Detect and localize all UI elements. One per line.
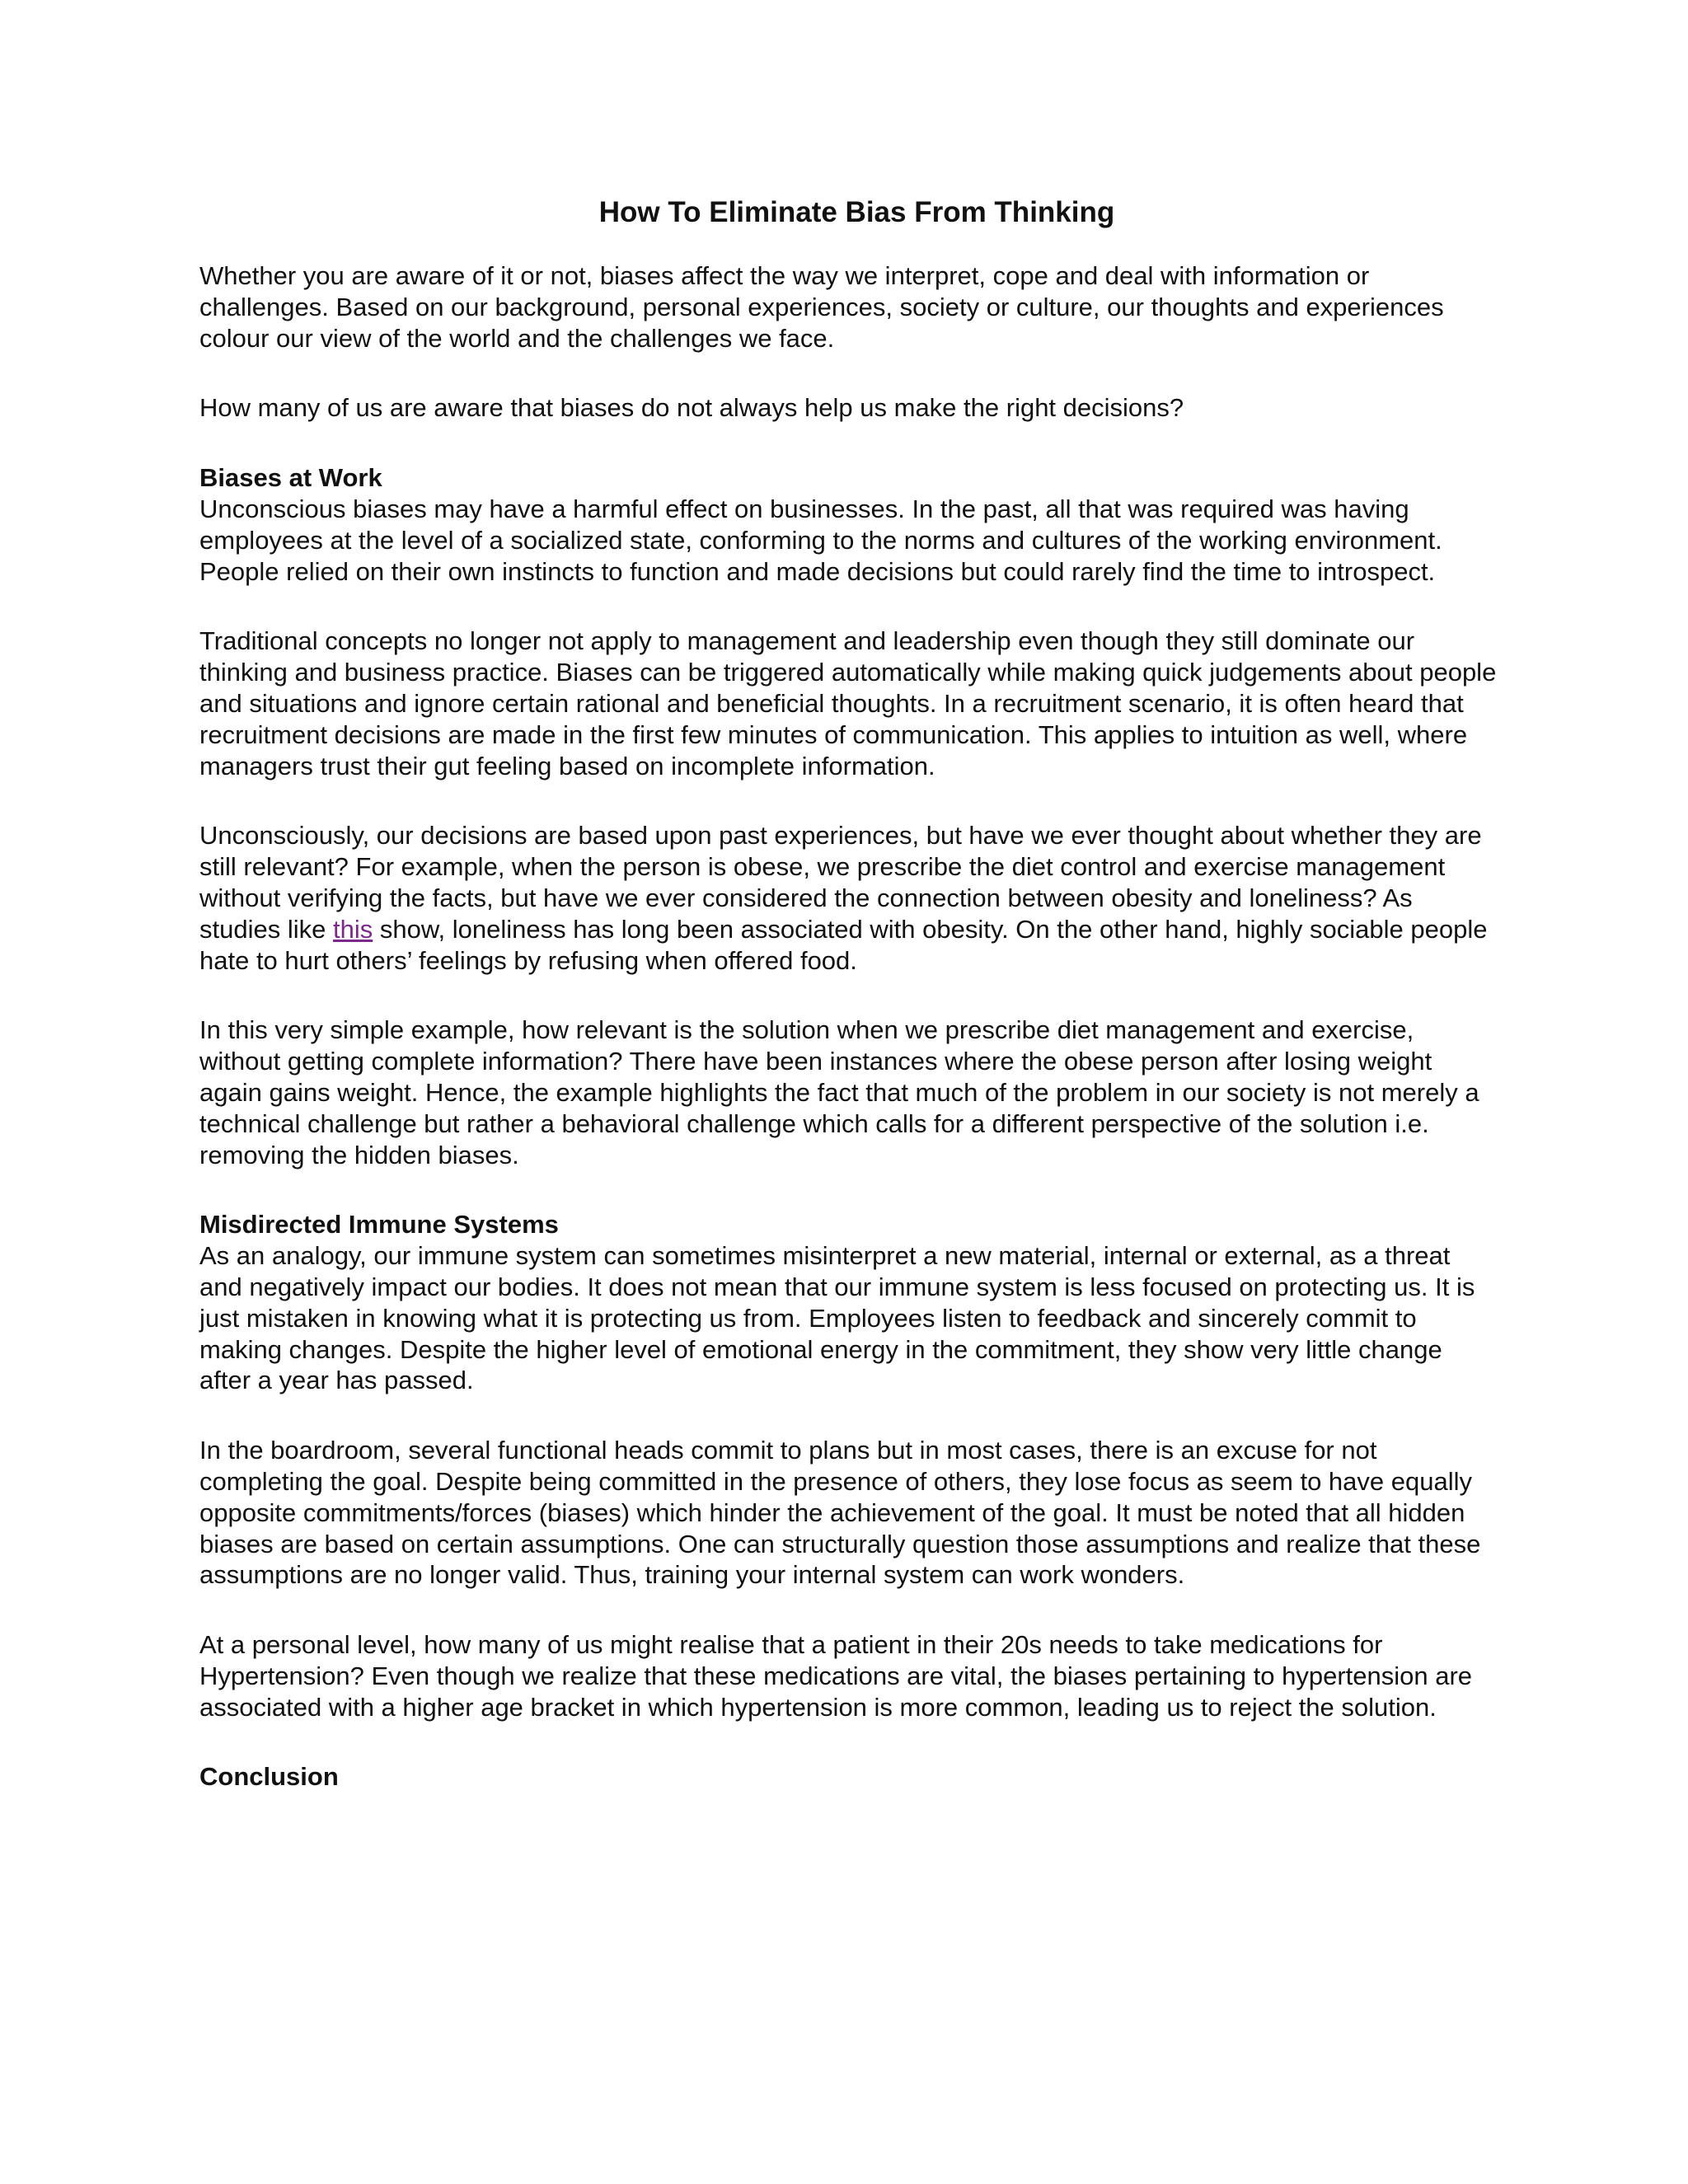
paragraph-intro: Whether you are aware of it or not, biases affect the way we interpret, cope and deal with information or challenges. Based on our background, personal experiences, society or culture, our thoughts and experiences colour our view of the world and the challenges we face.	[199, 261, 1444, 353]
section-heading-biases-at-work: Biases at Work	[199, 463, 382, 493]
paragraph-traditional-concepts: Traditional concepts no longer not apply to management and leadership even though they still dominate our thinking and business practice. Biases can be triggered automatically while making quick judgements about people and situations and ignore certain rational and beneficial thoughts. In a recruitment scenario, it is often heard that recruitment decisions are made in the first few minutes of communication. This applies to intuition as well, where managers trust their gut feeling based on incomplete information.	[199, 626, 1497, 780]
section-misdirected-immune	[199, 1209, 1498, 1396]
document-page	[199, 194, 1498, 1793]
paragraph-simple-example: In this very simple example, how relevant is the solution when we prescribe diet management and exercise, without getting complete information? There have been instances where the obese person after losing weight again gains weight. Hence, the example highlights the fact that much of the problem in our society is not merely a technical challenge but rather a behavioral challenge which calls for a different perspective of the solution i.e. removing the hidden biases.	[199, 1015, 1479, 1169]
section-biases-at-work	[199, 462, 1498, 587]
paragraph-boardroom: In the boardroom, several functional heads commit to plans but in most cases, there is an excuse for not completing the goal. Despite being committed in the presence of others, they lose focus as seem to have equally opposite commitments/forces (biases) which hinder the achievement of the goal. It must be noted that all hidden biases are based on certain assumptions. One can structurally question those assumptions and realize that these assumptions are no longer valid. Thus, training your internal system can work wonders.	[199, 1436, 1481, 1590]
paragraph-personal-level: At a personal level, how many of us might realise that a patient in their 20s needs to take medications for Hypertension? Even though we realize that these medications are vital, the biases pertaining to hypertension are associated with a higher age bracket in which hypertension is more common, leading us to reject the solution.	[199, 1630, 1473, 1722]
document-title: How To Eliminate Bias From Thinking	[598, 196, 1115, 228]
section-heading-conclusion: Conclusion	[199, 1762, 339, 1792]
section-heading-misdirected-immune: Misdirected Immune Systems	[199, 1210, 559, 1240]
studies-link[interactable]: this	[332, 914, 373, 944]
paragraph-question: How many of us are aware that biases do not always help us make the right decisions?	[199, 393, 1184, 423]
paragraph-immune-analogy: As an analogy, our immune system can sometimes misinterpret a new material, internal or external, as a threat and negatively impact our bodies. It does not mean that our immune system is less focused on protecting us. It is just mistaken in knowing what it is protecting us from. Employees listen to feedback and sincerely commit to making changes. Despite the higher level of emotional energy in the commitment, they show very little change after a year has passed.	[199, 1241, 1475, 1395]
paragraph-obesity-text-after: show, loneliness has long been associated with obesity. On the other hand, highly sociable people hate to hurt others’ feelings by refusing when offered food.	[199, 914, 1488, 975]
section-conclusion	[199, 1761, 1498, 1793]
paragraph-obesity-text-before: Unconsciously, our decisions are based upon past experiences, but have we ever thought about whether they are still relevant? For example, when the person is obese, we prescribe the diet control and exercise management without verifying the facts, but have we ever considered the connection between obesity and loneliness? As studies like	[199, 821, 1482, 944]
paragraph-obesity-example	[199, 820, 1498, 976]
paragraph-unconscious-biases: Unconscious biases may have a harmful effect on businesses. In the past, all that was required was having employees at the level of a socialized state, conforming to the norms and cultures of the working environment. People relied on their own instincts to function and made decisions but could rarely find the time to introspect.	[199, 494, 1442, 586]
